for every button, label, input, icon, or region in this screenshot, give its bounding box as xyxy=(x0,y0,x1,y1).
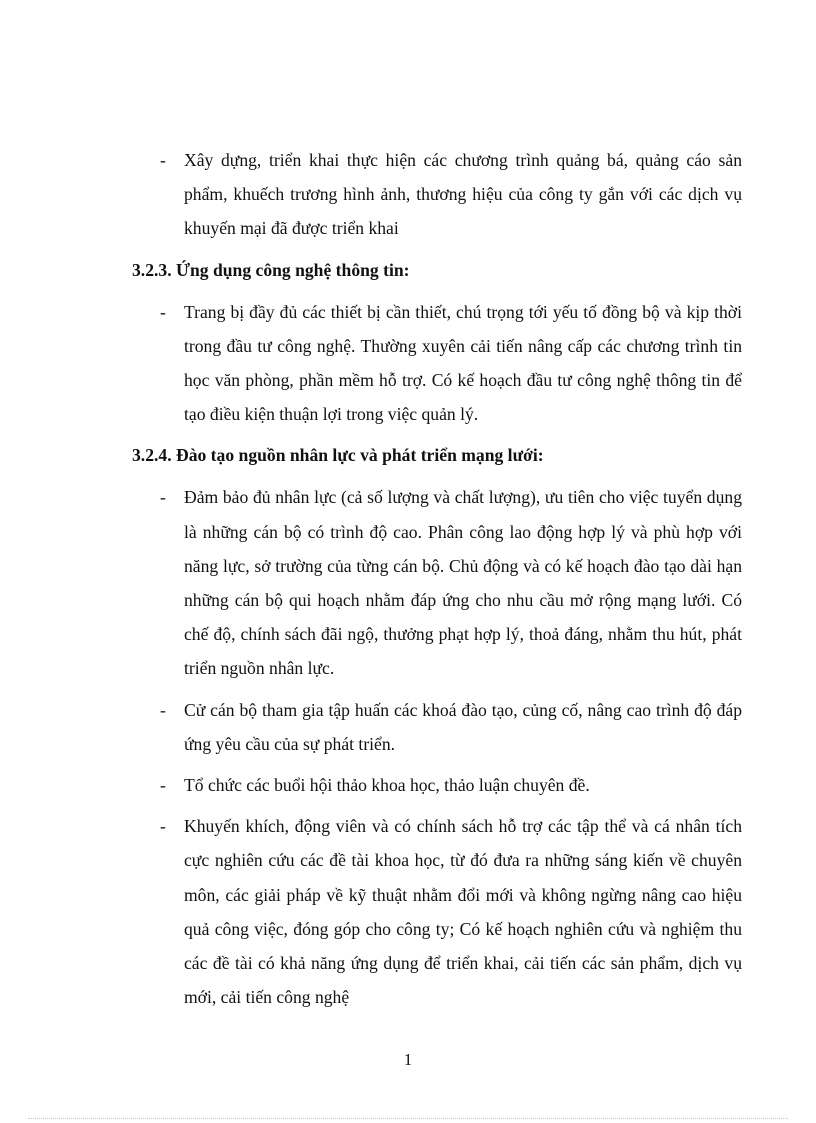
page-bottom-divider xyxy=(28,1118,788,1119)
section-heading: 3.2.4. Đào tạo nguồn nhân lực và phát triển mạng lưới: xyxy=(132,445,544,466)
bullet-text: Tổ chức các buổi hội thảo khoa học, thảo luận chuyên đề. xyxy=(184,775,590,796)
bullet-dash: - xyxy=(160,301,166,322)
bullet-text: Khuyến khích, động viên và có chính sách hỗ trợ các tập thể và cá nhân tích cực nghiên cứu các đề tài khoa học, từ đó đưa ra những sáng kiến về chuyên môn, các giải pháp về kỹ thuật nhằm đổi mới và không ngừng nâng cao hiệu quả công việc, đóng góp cho công ty; Có kế hoạch nghiên cứu và nghiệm thu các đề tài có khả năng ứng dụng để triển khai, cải tiến các sản phẩm, dịch vụ mới, cải tiến công nghệ xyxy=(184,816,742,1008)
bullet-dash: - xyxy=(160,150,166,170)
page-number: 1 xyxy=(403,1050,413,1069)
page-content xyxy=(132,143,742,1021)
bullet-item xyxy=(132,768,742,802)
bullet-dash: - xyxy=(160,775,166,796)
bullet-text: Cử cán bộ tham gia tập huấn các khoá đào tạo, củng cố, nâng cao trình độ đáp ứng yêu cầu của sự phát triển. xyxy=(184,699,742,754)
section-heading: 3.2.3. Ứng dụng công nghệ thông tin: xyxy=(132,259,410,280)
bullet-item xyxy=(132,480,742,685)
bullet-item xyxy=(132,693,742,761)
bullet-item xyxy=(132,295,742,432)
bullet-dash: - xyxy=(160,699,166,720)
bullet-text: Trang bị đầy đủ các thiết bị cần thiết, chú trọng tới yếu tố đồng bộ và kịp thời trong đầu tư công nghệ. Thường xuyên cải tiến nâng cấp các chương trình tin học văn phòng, phần mềm hỗ trợ. Có kế hoạch đầu tư công nghệ thông tin để tạo điều kiện thuận lợi trong việc quản lý. xyxy=(184,301,742,425)
bullet-dash: - xyxy=(160,816,166,837)
bullet-item xyxy=(132,143,742,246)
bullet-item xyxy=(132,809,742,1014)
bullet-dash: - xyxy=(160,487,166,508)
bullet-text: Đảm bảo đủ nhân lực (cả số lượng và chất lượng), ưu tiên cho việc tuyển dụng là những cán bộ có trình độ cao. Phân công lao động hợp lý và phù hợp với năng lực, sở trường của từng cán bộ. Chủ động và có kế hoạch đào tạo dài hạn những cán bộ qui hoạch nhằm đáp ứng cho nhu cầu mở rộng mạng lưới. Có chế độ, chính sách đãi ngộ, thưởng phạt hợp lý, thoả đáng, nhằm thu hút, phát triển nguồn nhân lực. xyxy=(184,487,742,679)
bullet-text: Xây dựng, triển khai thực hiện các chương trình quảng bá, quảng cáo sản phẩm, khuếch trương hình ảnh, thương hiệu của công ty gắn với các dịch vụ khuyến mại đã được triển khai xyxy=(184,150,742,239)
